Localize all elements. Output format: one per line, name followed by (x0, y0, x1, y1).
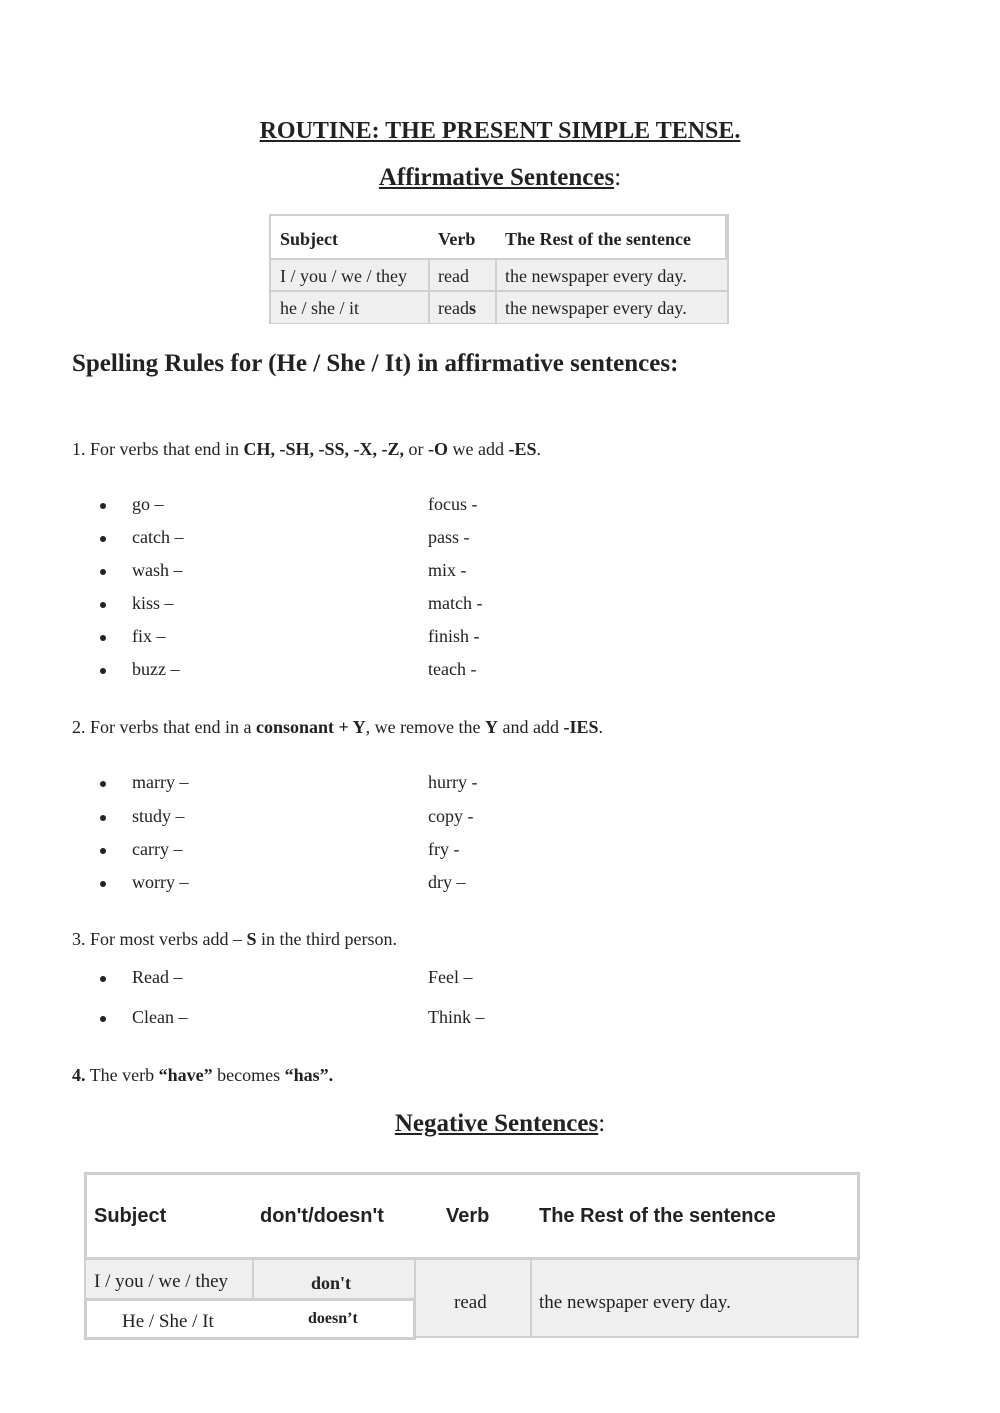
negative-heading: Negative Sentences: (394, 1110, 606, 1137)
spelling-rules-heading: Spelling Rules for (He / She / It) in affirmative sentences: (72, 350, 679, 377)
rule-3: 3. For most verbs add – S in the third person. (72, 929, 397, 949)
neg-aux-2: doesn’t (308, 1310, 358, 1327)
rule-2: 2. For verbs that end in a consonant + Y, we remove the Y and add -IES. (72, 717, 604, 737)
header-aux: don't/doesn't (260, 1205, 384, 1227)
row1-rest: the newspaper every day. (505, 266, 687, 286)
affirmative-heading: Affirmative Sentences: (378, 164, 622, 191)
header-rest: The Rest of the sentence (539, 1205, 776, 1227)
row1-subject: I / you / we / they (280, 266, 407, 286)
neg-subject-1: I / you / we / they (94, 1271, 229, 1292)
neg-aux-1: don't (311, 1273, 352, 1293)
row2-subject: he / she / it (280, 298, 359, 318)
header-subject: Subject (94, 1205, 167, 1227)
negative-table (84, 1172, 860, 1342)
neg-verb: read (454, 1292, 487, 1313)
header-verb: Verb (438, 229, 476, 249)
neg-rest: the newspaper every day. (539, 1292, 731, 1313)
rule-4: 4. The verb “have” becomes “has”. (72, 1065, 334, 1085)
row2-rest: the newspaper every day. (505, 298, 687, 318)
header-verb: Verb (446, 1205, 490, 1227)
rule-1: 1. For verbs that end in CH, -SH, -SS, -X, -Z, or -O we add -ES. (72, 439, 541, 459)
row1-verb: read (438, 266, 469, 286)
neg-subject-2: He / She / It (122, 1311, 214, 1332)
page-title: ROUTINE: THE PRESENT SIMPLE TENSE. (259, 118, 741, 144)
header-subject: Subject (280, 229, 338, 249)
row2-verb: reads (438, 298, 476, 318)
header-rest: The Rest of the sentence (505, 229, 691, 249)
affirmative-table (269, 214, 729, 324)
